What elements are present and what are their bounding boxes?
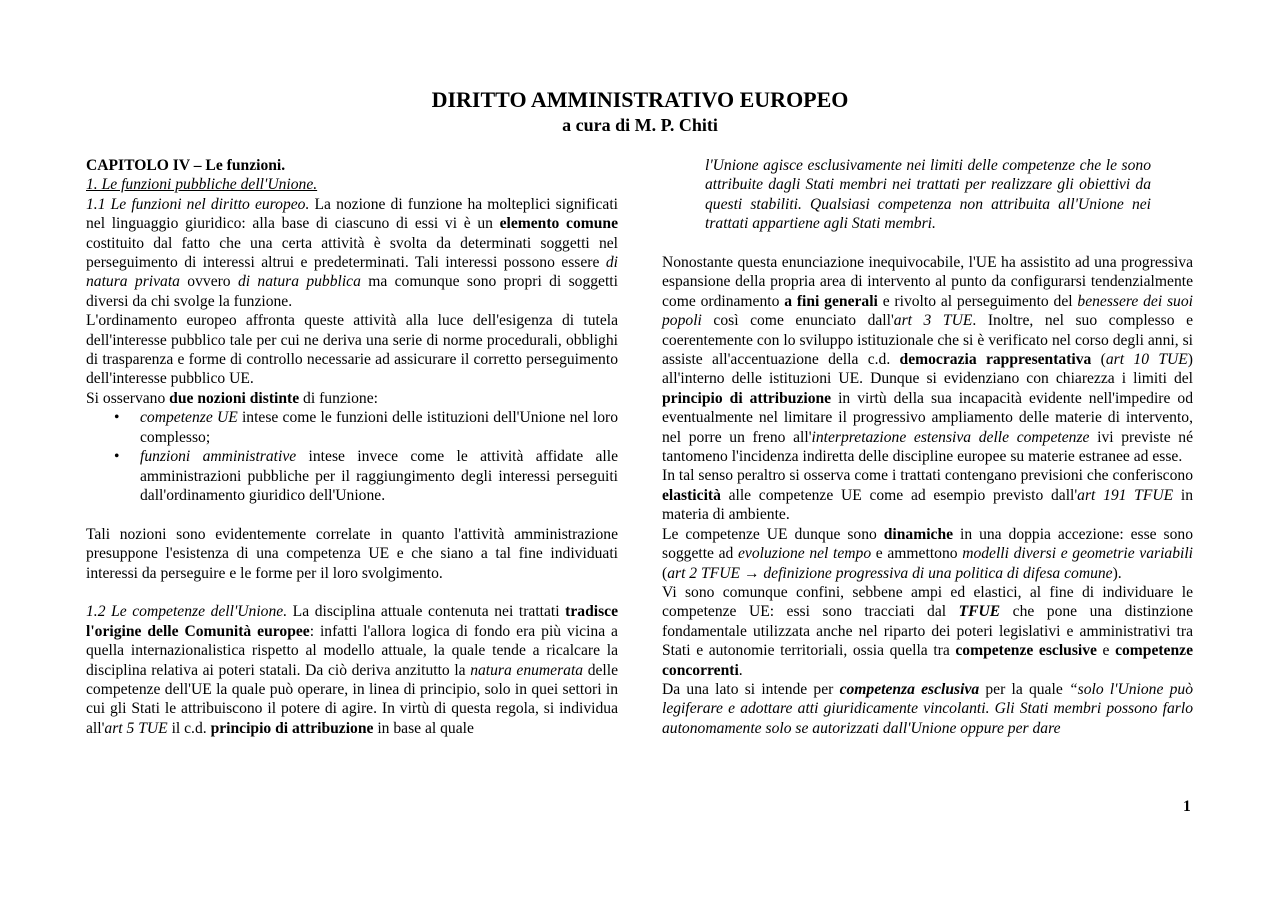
paragraph-esclusiva: Da una lato si intende per competenza esclusiva per la quale “solo l'Unione può legiferare e adottare atti giuridicamente vincolanti. Gli Stati membri possono farlo autonomamente solo se autorizzati dall'Unione oppure per dare [662, 680, 1194, 737]
paragraph-nozioni: Si osservano due nozioni distinte di funzione: [86, 389, 378, 407]
paragraph-elasticita: In tal senso peraltro si osserva come i trattati contengano previsioni che conferiscono elasticità alle competenze UE come ad esempio previsto dall'art 191 TFUE in materia di ambiente. [662, 467, 1193, 524]
block-quote: l'Unione agisce esclusivamente nei limiti delle competenze che le sono attribuite dagli Stati membri nei trattati per realizzare gli obiettivi da questi stabiliti. Qualsiasi competenza non attribuita all'Unione nei trattati appartiene agli Stati membri. [705, 157, 1151, 233]
paragraph-ordinamento: L'ordinamento europeo affronta queste attività alla luce dell'esigenza di tutela dell'interesse pubblico tale per cui ne deriva una serie di norme procedurali, obblighi di trasparenza e forme di controllo necessarie ad assicurare il corretto perseguimento dell'interesse pubblico UE. [86, 312, 618, 388]
document-subtitle: a cura di M. P. Chiti [562, 115, 718, 135]
section-heading: 1. Le funzioni pubbliche dell'Unione. [86, 176, 318, 194]
chapter-heading: CAPITOLO IV – Le funzioni. [86, 157, 286, 174]
paragraph-correlate: Tali nozioni sono evidentemente correlate in quanto l'attività amministrazione presuppone l'esistenza di una competenza UE e che siano a tal fine individuati interessi da perseguire e le forme per il loro svolgimento. [86, 525, 618, 582]
bullet-icon: • [114, 409, 120, 427]
paragraph-competenze: 1.2 Le competenze dell'Unione. La disciplina attuale contenuta nei trattati tradisce l'origine delle Comunità europee: infatti l'allora logica di fondo era più vicina a quella internazionalistica rispetto al modello attuale, la quale tende a ricalcare la disciplina relativa ai poteri statali. Da ciò deriva anzitutto la natura enumerata delle competenze dell'UE la quale può operare, in linea di principio, solo in quei settori in cui gli Stati le attribuiscono il potere di agire. In virtù di questa regola, si individua all'art 5 TUE il c.d. principio di attribuzione in base al quale [86, 603, 619, 737]
bullet-list [86, 408, 618, 505]
paragraph-confini: Vi sono comunque confini, sebbene ampi ed elastici, al fine di individuare le competenze UE: essi sono tracciati dal TFUE che pone una distinzione fondamentale utilizzata anche nel riparto dei poteri legislativi e amministrativi tra Stati e autonomie territoriali, ossia quella tra competenze esclusive e competenze concorrenti. [662, 583, 1193, 679]
paragraph-dinamiche: Le competenze UE dunque sono dinamiche in una doppia accezione: esse sono soggette ad evoluzione nel tempo e ammettono modelli diversi e geometrie variabili (art 2 TFUE → definizione progressiva di una politica di difesa comune). [662, 525, 1194, 582]
left-column [86, 156, 618, 738]
paragraph-espansione: Nonostante questa enunciazione inequivocabile, l'UE ha assistito ad una progressiva espansione della propria area di intervento al punto da configurarsi tendenzialmente come ordinamento a fini generali e rivolto al perseguimento del benessere dei suoi popoli così come enunciato dall'art 3 TUE. Inoltre, nel suo complesso e coerentemente con lo sviluppo istituzionale che si è verificato nel corso degli anni, si assiste all'accentuazione della c.d. democrazia rappresentativa (art 10 TUE) all'interno delle istituzioni UE. Dunque si evidenziano con chiarezza i limiti del principio di attribuzione in virtù della sua incapacità evidente nell'impedire od eventualmente nel limitare il progressivo ampliamento delle materie di intervento, nel porre un freno all'interpretazione estensiva delle competenze ivi previste né tantomeno l'incidenza indiretta delle discipline europee su materie estranee ad esse. [662, 254, 1194, 466]
bullet-icon: • [114, 448, 120, 466]
right-column [662, 156, 1193, 738]
list-item: • funzioni amministrative intese invece come le attività affidate alle amministrazioni pubbliche per il raggiungimento degli interessi perseguiti dall'ordinamento giuridico dell'Unione. [114, 448, 618, 504]
document-title: DIRITTO AMMINISTRATIVO EUROPEO [431, 87, 849, 112]
list-item: • competenze UE intese come le funzioni delle istituzioni dell'Unione nel loro complesso; [114, 409, 618, 446]
paragraph-functions: 1.1 Le funzioni nel diritto europeo. La nozione di funzione ha molteplici significati nel linguaggio giuridico: alla base di ciascuno di essi vi è un elemento comune costituito dal fatto che una certa attività è svolta da determinati soggetti nel perseguimento di interessi altrui e predeterminati. Tali interessi possono essere di natura privata ovvero di natura pubblica ma comunque sono propri di soggetti diversi da chi svolge la funzione. [86, 195, 619, 310]
page-number: 1 [1183, 798, 1191, 815]
